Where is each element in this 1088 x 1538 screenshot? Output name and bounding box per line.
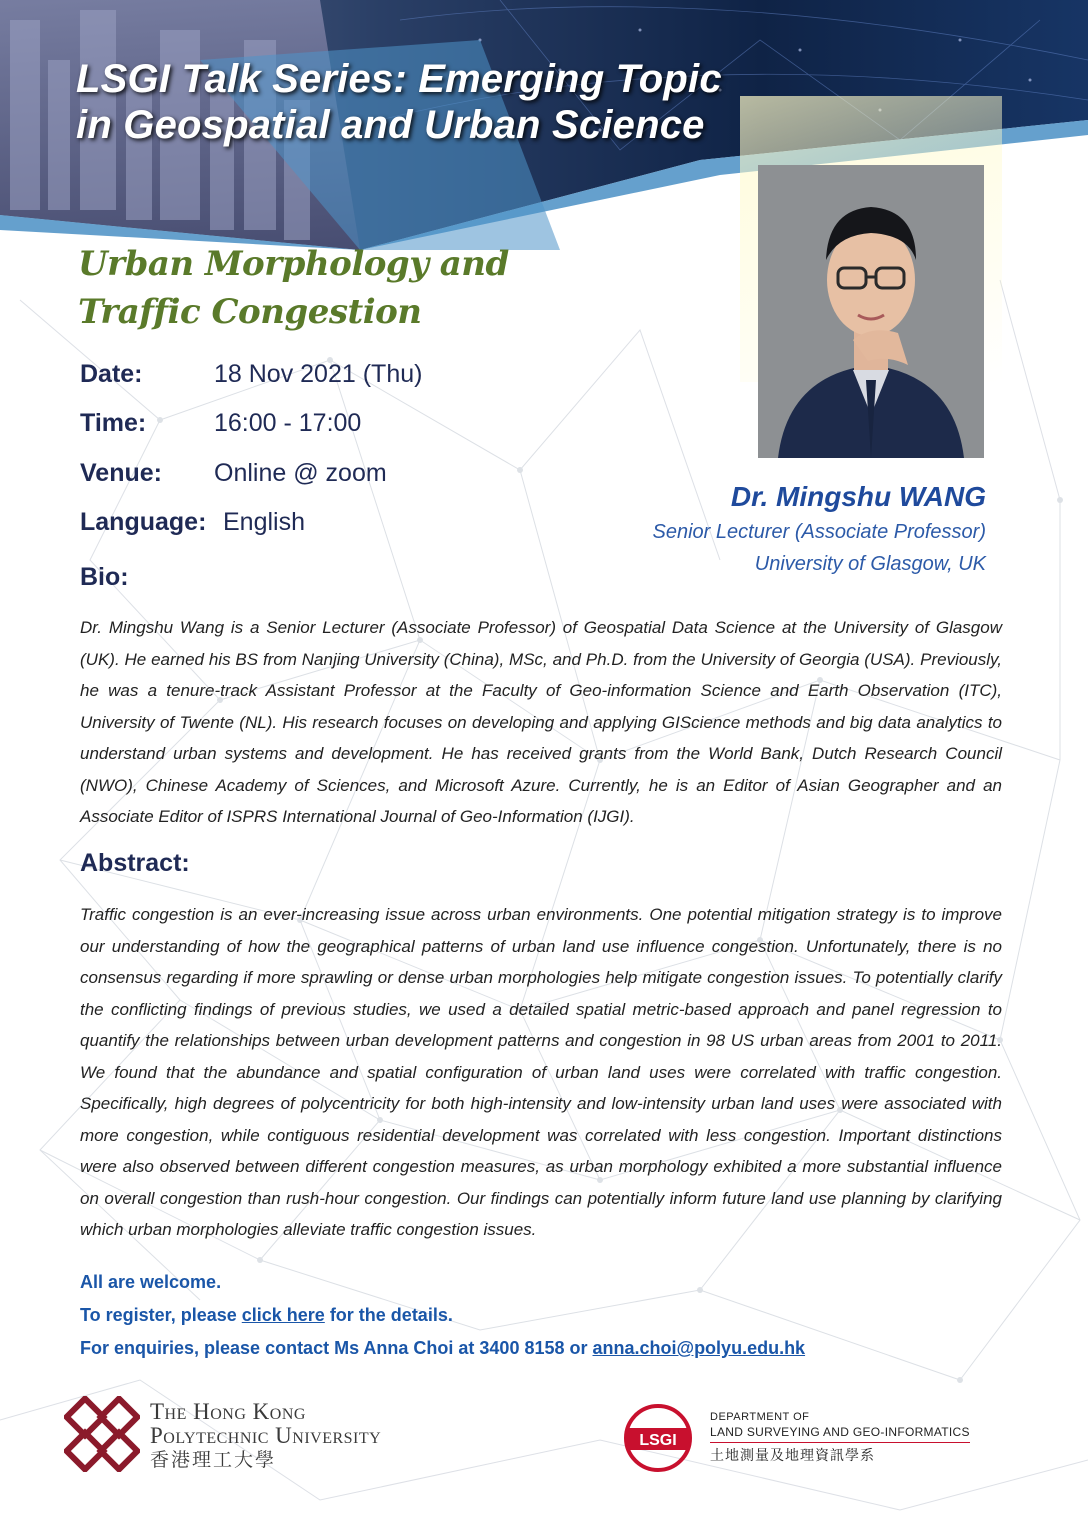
talk-title (78, 240, 509, 336)
venue-value: Online @ zoom (214, 459, 387, 487)
lsgi-logo (622, 1402, 1002, 1482)
register-line (80, 1299, 805, 1332)
talk-title-line2: Traffic Congestion (78, 292, 422, 332)
enquiry-line (80, 1332, 805, 1365)
language-label: Language: (80, 508, 207, 536)
speaker-photo (758, 165, 984, 458)
bio-heading: Bio: (80, 563, 129, 591)
lsgi-department-name (710, 1410, 970, 1467)
speaker-info (653, 478, 986, 580)
time-label: Time: (80, 409, 147, 437)
enquiry-email-link[interactable]: anna.choi@polyu.edu.hk (592, 1338, 806, 1358)
welcome-text: All are welcome. (80, 1272, 222, 1292)
speaker-position: Senior Lecturer (Associate Professor) (652, 521, 986, 543)
abstract-text: Traffic congestion is an ever-increasing issue across urban environments. One potential mitigation strategy is to improve our understanding of how the geographical patterns of urban land use influence congestion. Unfortunately, there is no consensus regarding if more sprawling or dense urban morphologies help mitigate congestion issues. To potentially clarify the conflicting findings of previous studies, we used a detailed spatial metric-based approach and panel regression to quantify the relationships between urban development patterns and congestion in 98 US urban areas from 2001 to 2011. We found that the abundance and spatial configuration of urban land uses were correlated with traffic congestion. Specifically, high degrees of polycentricity for both high-intensity and low-intensity urban land uses were associated with more congestion, while contiguous residential development was correlated with less congestion. Important distinctions were also observed between different congestion measures, as urban morphology exhibited a more substantial influence on overall congestion than rush-hour congestion. Our findings can potentially inform future land use planning by clarifying which urban morphologies alleviate traffic congestion issues. (80, 905, 1002, 1239)
lsgi-line2: LAND SURVEYING AND GEO-INFORMATICS (710, 1424, 970, 1443)
speaker-affiliation: University of Glasgow, UK (754, 553, 986, 575)
time-value: 16:00 - 17:00 (214, 409, 362, 437)
series-title-line2: in Geospatial and Urban Science (76, 103, 705, 147)
polyu-name-line2: Polytechnic University (150, 1423, 382, 1448)
speaker-portrait-illustration (758, 165, 984, 458)
talk-title-line1: Urban Morphology and (78, 244, 509, 284)
speaker-name: Dr. Mingshu WANG (730, 481, 986, 512)
enquiry-prefix: For enquiries, please contact Ms Anna Choi at 3400 8158 or (80, 1338, 593, 1358)
polyu-logo (64, 1396, 494, 1476)
footer-info (80, 1266, 805, 1365)
lsgi-chinese: 土地測量及地理資訊學系 (710, 1447, 875, 1463)
polyu-name-chinese: 香港理工大學 (150, 1450, 277, 1471)
lsgi-line1: DEPARTMENT OF (710, 1411, 810, 1423)
language-value: English (223, 508, 305, 536)
polyu-name-line1: The Hong Kong (150, 1399, 306, 1424)
register-prefix: To register, please (80, 1305, 242, 1325)
polyu-emblem-icon (64, 1396, 140, 1472)
lsgi-badge-icon (622, 1402, 694, 1474)
venue-label: Venue: (80, 459, 162, 487)
abstract-heading: Abstract: (80, 849, 190, 877)
register-link[interactable]: click here (241, 1305, 325, 1325)
series-title (76, 56, 722, 148)
date-label: Date: (80, 360, 143, 388)
lsgi-badge-text: LSGI (639, 1432, 677, 1449)
series-title-line1: LSGI Talk Series: Emerging Topic (76, 57, 722, 101)
bio-text: Dr. Mingshu Wang is a Senior Lecturer (Associate Professor) of Geospatial Data Science at the University of Glasgow (UK). He earned his BS from Nanjing University (China), MSc, and Ph.D. from the University of Georgia (USA). Previously, he was a tenure-track Assistant Professor at the Faculty of Geo-information Science and Earth Observation (ITC), University of Twente (NL). His research focuses on developing and applying GIScience methods and big data analytics to understand urban systems and development. He has received grants from the World Bank, Dutch Research Council (NWO), Chinese Academy of Sciences, and Microsoft Azure. Currently, he is an Editor of Asian Geographer and an Associate Editor of ISPRS International Journal of Geo-Information (IJGI). (80, 618, 1002, 826)
polyu-name (150, 1400, 381, 1474)
date-value: 18 Nov 2021 (Thu) (214, 360, 423, 388)
register-suffix: for the details. (324, 1305, 453, 1325)
